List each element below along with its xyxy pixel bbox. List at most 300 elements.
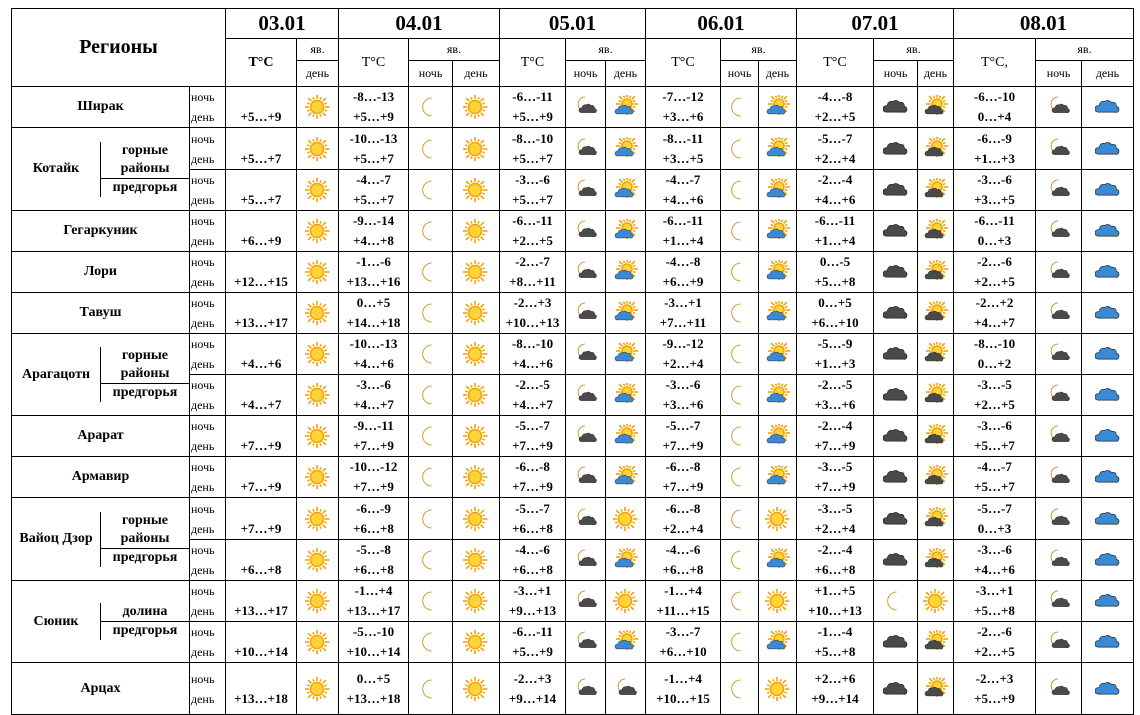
cloud-icon	[883, 465, 909, 489]
weather-night-cell	[1036, 622, 1082, 663]
sun-cloud-icon	[613, 630, 639, 654]
sun-icon	[463, 548, 489, 572]
weather-day-cell	[918, 87, 954, 128]
sun-cloud-icon	[765, 95, 791, 119]
temp-header: T°C	[226, 39, 297, 87]
moon-cloud-icon	[613, 677, 639, 701]
temperature-cell: -7…-12 +3…+6	[646, 87, 721, 128]
temperature-cell: +4…+6	[226, 334, 297, 375]
sun-cloud-icon	[923, 137, 949, 161]
date-header: 07.01	[797, 9, 954, 39]
sun-icon	[305, 342, 331, 366]
temperature-cell: -6…-10 0…+4	[954, 87, 1036, 128]
weather-day-cell	[453, 170, 500, 211]
sun-cloud-icon	[923, 301, 949, 325]
temperature-cell: -1…+4 +10…+15	[646, 663, 721, 715]
weather-day-cell	[453, 293, 500, 334]
weather-night-cell	[721, 252, 759, 293]
cloud-rain-icon	[1095, 95, 1121, 119]
sun-cloud-icon	[765, 630, 791, 654]
temperature-cell: -6…-9 +6…+8	[339, 498, 409, 540]
temperature-cell: -6…-11 0…+3	[954, 211, 1036, 252]
table-row	[12, 416, 1134, 457]
sun-cloud-icon	[613, 95, 639, 119]
cloud-icon	[883, 219, 909, 243]
time-of-day: ночь день	[190, 622, 226, 663]
temperature-cell: 0…-5 +5…+8	[797, 252, 874, 293]
temperature-cell: -10…-12 +7…+9	[339, 457, 409, 498]
weather-day-cell	[453, 457, 500, 498]
weather-day-cell	[606, 252, 646, 293]
temp-header: T°C	[339, 39, 409, 87]
day-header: день	[297, 61, 339, 87]
sun-icon	[463, 301, 489, 325]
weather-night-cell	[874, 375, 918, 416]
weather-night-cell	[874, 498, 918, 540]
temp-header: T°C	[646, 39, 721, 87]
temperature-cell: -3…-6 +5…+7	[954, 416, 1036, 457]
phen-header: яв.	[297, 39, 339, 61]
sun-icon	[463, 677, 489, 701]
weather-day-cell	[606, 457, 646, 498]
sun-icon	[463, 383, 489, 407]
weather-day-cell	[606, 170, 646, 211]
cloud-icon	[883, 260, 909, 284]
sun-cloud-icon	[613, 260, 639, 284]
table-row	[12, 498, 1134, 540]
moon-icon	[418, 630, 444, 654]
weather-night-cell	[566, 170, 606, 211]
weather-day-cell	[1082, 540, 1134, 581]
weather-night-cell	[1036, 457, 1082, 498]
date-header: 05.01	[500, 9, 646, 39]
cloud-rain-icon	[1095, 383, 1121, 407]
time-of-day: ночь день	[190, 128, 226, 170]
sun-icon	[463, 465, 489, 489]
region-name: Арцах	[12, 663, 190, 715]
moon-icon	[418, 677, 444, 701]
temperature-cell: -5…-7 +2…+4	[797, 128, 874, 170]
temperature-cell: -8…-13 +5…+9	[339, 87, 409, 128]
temperature-cell: -6…-11 +5…+9	[500, 622, 566, 663]
weather-night-cell	[874, 457, 918, 498]
temperature-cell: -9…-12 +2…+4	[646, 334, 721, 375]
moon-cloud-icon	[573, 342, 599, 366]
sun-cloud-icon	[613, 342, 639, 366]
weather-night-cell	[721, 375, 759, 416]
moon-icon	[727, 677, 753, 701]
weather-day-cell	[297, 87, 339, 128]
temperature-cell: -6…-8 +7…+9	[646, 457, 721, 498]
weather-day-cell	[453, 252, 500, 293]
weather-day-cell	[918, 252, 954, 293]
sun-icon	[305, 630, 331, 654]
weather-day-cell	[918, 211, 954, 252]
weather-day-cell	[759, 581, 797, 622]
temperature-cell: -2…-7 +8…+11	[500, 252, 566, 293]
weather-day-cell	[1082, 416, 1134, 457]
weather-night-cell	[566, 293, 606, 334]
sun-icon	[305, 465, 331, 489]
sun-cloud-icon	[923, 342, 949, 366]
weather-day-cell	[759, 128, 797, 170]
weather-day-cell	[606, 498, 646, 540]
cloud-rain-icon	[1095, 178, 1121, 202]
moon-icon	[727, 465, 753, 489]
table-row	[12, 128, 1134, 170]
weather-night-cell	[1036, 581, 1082, 622]
sun-cloud-icon	[765, 342, 791, 366]
date-header: 03.01	[226, 9, 339, 39]
weather-night-cell	[1036, 334, 1082, 375]
sun-icon	[463, 507, 489, 531]
weather-day-cell	[1082, 581, 1134, 622]
cloud-rain-icon	[1095, 548, 1121, 572]
weather-day-cell	[453, 128, 500, 170]
date-header: 04.01	[339, 9, 500, 39]
sun-cloud-icon	[923, 507, 949, 531]
time-of-day: ночь день	[190, 540, 226, 581]
weather-night-cell	[566, 663, 606, 715]
temperature-cell: +5…+7	[226, 170, 297, 211]
sun-icon	[463, 589, 489, 613]
temperature-cell: -2…+3 +10…+13	[500, 293, 566, 334]
sun-icon	[765, 507, 791, 531]
moon-cloud-icon	[1046, 301, 1072, 325]
moon-cloud-icon	[573, 219, 599, 243]
sun-icon	[463, 137, 489, 161]
temperature-cell: -3…-6 +4…+7	[339, 375, 409, 416]
phen-header: яв.	[409, 39, 500, 61]
moon-icon	[418, 548, 444, 572]
sun-icon	[463, 260, 489, 284]
night-header: ночь	[721, 61, 759, 87]
weather-night-cell	[721, 416, 759, 457]
moon-cloud-icon	[573, 465, 599, 489]
cloud-rain-icon	[1095, 465, 1121, 489]
day-header: день	[918, 61, 954, 87]
temperature-cell: -3…-6 +3…+5	[954, 170, 1036, 211]
weather-night-cell	[409, 252, 453, 293]
temperature-cell: -5…-9 +1…+3	[797, 334, 874, 375]
temperature-cell: -6…-8 +7…+9	[500, 457, 566, 498]
region-group	[12, 128, 190, 211]
weather-night-cell	[1036, 375, 1082, 416]
sun-cloud-icon	[765, 178, 791, 202]
temperature-cell: -8…-10 0…+2	[954, 334, 1036, 375]
sun-icon	[305, 548, 331, 572]
cloud-rain-icon	[1095, 424, 1121, 448]
time-of-day: ночь день	[190, 498, 226, 540]
region-name: Армавир	[12, 457, 190, 498]
weather-day-cell	[918, 375, 954, 416]
temperature-cell: -5…-8 +6…+8	[339, 540, 409, 581]
sun-icon	[305, 137, 331, 161]
night-header: ночь	[874, 61, 918, 87]
subregion-name: предгорья	[112, 623, 178, 638]
weather-day-cell	[1082, 252, 1134, 293]
subregion-name: предгорья	[112, 385, 178, 400]
weather-day-cell	[1082, 334, 1134, 375]
weather-day-cell	[759, 170, 797, 211]
weather-night-cell	[874, 663, 918, 715]
weather-day-cell	[918, 498, 954, 540]
weather-night-cell	[874, 170, 918, 211]
night-header: ночь	[409, 61, 453, 87]
regions-header: Регионы	[12, 9, 226, 87]
moon-cloud-icon	[1046, 589, 1072, 613]
sun-cloud-icon	[765, 424, 791, 448]
temperature-cell: +1…+5 +10…+13	[797, 581, 874, 622]
weather-day-cell	[1082, 457, 1134, 498]
weather-night-cell	[721, 170, 759, 211]
sun-cloud-icon	[923, 219, 949, 243]
time-of-day: ночь день	[190, 663, 226, 715]
moon-cloud-icon	[1046, 260, 1072, 284]
weather-day-cell	[606, 416, 646, 457]
temperature-cell: -6…-9 +1…+3	[954, 128, 1036, 170]
temperature-cell: +13…+17	[226, 581, 297, 622]
weather-night-cell	[409, 581, 453, 622]
temperature-cell: 0…+5 +14…+18	[339, 293, 409, 334]
sun-icon	[613, 589, 639, 613]
weather-night-cell	[1036, 211, 1082, 252]
temperature-cell: -2…-5 +3…+6	[797, 375, 874, 416]
temperature-cell: -9…-11 +7…+9	[339, 416, 409, 457]
sun-cloud-icon	[765, 219, 791, 243]
weather-day-cell	[1082, 128, 1134, 170]
region-group	[12, 498, 190, 581]
temperature-cell: -1…+4 +11…+15	[646, 581, 721, 622]
weather-day-cell	[759, 540, 797, 581]
temperature-cell: -2…-5 +4…+7	[500, 375, 566, 416]
weather-day-cell	[918, 416, 954, 457]
temperature-cell: -2…-4 +4…+6	[797, 170, 874, 211]
moon-icon	[727, 630, 753, 654]
temperature-cell: -8…-10 +5…+7	[500, 128, 566, 170]
weather-night-cell	[409, 128, 453, 170]
temperature-cell: -3…+1 +9…+13	[500, 581, 566, 622]
sun-icon	[305, 589, 331, 613]
sun-icon	[463, 342, 489, 366]
sun-icon	[923, 589, 949, 613]
sun-icon	[765, 589, 791, 613]
cloud-icon	[883, 548, 909, 572]
temperature-cell: 0…+5 +13…+18	[339, 663, 409, 715]
temperature-cell: -6…-11 +5…+9	[500, 87, 566, 128]
weather-night-cell	[409, 87, 453, 128]
temperature-cell: -2…+3 +5…+9	[954, 663, 1036, 715]
weather-day-cell	[453, 334, 500, 375]
temperature-cell: +7…+9	[226, 457, 297, 498]
weather-night-cell	[874, 87, 918, 128]
sun-cloud-icon	[923, 383, 949, 407]
time-of-day: ночь день	[190, 170, 226, 211]
temperature-cell: -5…-7 +7…+9	[646, 416, 721, 457]
temperature-cell: -3…-7 +6…+10	[646, 622, 721, 663]
sun-icon	[463, 95, 489, 119]
moon-icon	[727, 589, 753, 613]
temperature-cell: -5…-7 +7…+9	[500, 416, 566, 457]
moon-icon	[727, 548, 753, 572]
cloud-rain-icon	[1095, 589, 1121, 613]
cloud-icon	[883, 383, 909, 407]
temperature-cell: -3…-5 +7…+9	[797, 457, 874, 498]
weather-day-cell	[759, 87, 797, 128]
temperature-cell: -8…-10 +4…+6	[500, 334, 566, 375]
sun-icon	[305, 424, 331, 448]
region-name: Вайоц Дзор	[12, 512, 101, 567]
sun-cloud-icon	[923, 178, 949, 202]
night-header: ночь	[1036, 61, 1082, 87]
weather-night-cell	[721, 293, 759, 334]
weather-night-cell	[721, 457, 759, 498]
time-of-day: ночь день	[190, 252, 226, 293]
weather-day-cell	[1082, 375, 1134, 416]
moon-cloud-icon	[573, 507, 599, 531]
sun-icon	[305, 178, 331, 202]
moon-cloud-icon	[1046, 677, 1072, 701]
region-name: Ширак	[12, 87, 190, 128]
temperature-cell: -3…-5 +2…+5	[954, 375, 1036, 416]
weather-day-cell	[453, 663, 500, 715]
weather-day-cell	[453, 375, 500, 416]
cloud-rain-icon	[1095, 219, 1121, 243]
moon-cloud-icon	[1046, 178, 1072, 202]
table-row	[12, 87, 1134, 128]
weather-day-cell	[606, 581, 646, 622]
weather-night-cell	[409, 375, 453, 416]
weather-day-cell	[918, 170, 954, 211]
temperature-cell: +13…+18	[226, 663, 297, 715]
moon-icon	[418, 219, 444, 243]
weather-night-cell	[566, 457, 606, 498]
temperature-cell: +13…+17	[226, 293, 297, 334]
cloud-icon	[883, 301, 909, 325]
moon-icon	[418, 178, 444, 202]
weather-night-cell	[721, 128, 759, 170]
moon-cloud-icon	[573, 260, 599, 284]
temperature-cell: +6…+9	[226, 211, 297, 252]
sun-icon	[305, 301, 331, 325]
weather-day-cell	[606, 622, 646, 663]
weather-day-cell	[759, 622, 797, 663]
moon-cloud-icon	[573, 301, 599, 325]
region-name: Тавуш	[12, 293, 190, 334]
weather-night-cell	[721, 581, 759, 622]
weather-night-cell	[1036, 87, 1082, 128]
temp-header: T°C,	[954, 39, 1036, 87]
weather-day-cell	[297, 457, 339, 498]
weather-day-cell	[606, 211, 646, 252]
weather-day-cell	[759, 498, 797, 540]
forecast-table	[11, 8, 1134, 715]
weather-day-cell	[297, 498, 339, 540]
weather-day-cell	[1082, 211, 1134, 252]
sun-cloud-icon	[613, 548, 639, 572]
time-of-day: ночь день	[190, 581, 226, 622]
forecast-table-wrapper	[11, 8, 1134, 715]
day-header: день	[1082, 61, 1134, 87]
sun-icon	[305, 383, 331, 407]
moon-icon	[727, 342, 753, 366]
weather-night-cell	[566, 498, 606, 540]
weather-day-cell	[918, 663, 954, 715]
weather-night-cell	[409, 540, 453, 581]
day-header: день	[759, 61, 797, 87]
sun-cloud-icon	[765, 548, 791, 572]
weather-day-cell	[759, 663, 797, 715]
cloud-rain-icon	[1095, 630, 1121, 654]
weather-night-cell	[721, 663, 759, 715]
cloud-rain-icon	[1095, 301, 1121, 325]
temperature-cell: -2…+2 +4…+7	[954, 293, 1036, 334]
moon-icon	[883, 589, 909, 613]
weather-night-cell	[721, 540, 759, 581]
moon-icon	[727, 219, 753, 243]
weather-day-cell	[297, 622, 339, 663]
weather-day-cell	[297, 334, 339, 375]
weather-night-cell	[409, 170, 453, 211]
weather-day-cell	[297, 375, 339, 416]
subregion-name: предгорья	[112, 179, 178, 195]
sun-cloud-icon	[923, 424, 949, 448]
sun-cloud-icon	[765, 260, 791, 284]
moon-icon	[418, 260, 444, 284]
moon-cloud-icon	[573, 383, 599, 407]
cloud-rain-icon	[1095, 137, 1121, 161]
region-name: Сюник	[12, 603, 101, 640]
weather-night-cell	[1036, 498, 1082, 540]
weather-day-cell	[1082, 170, 1134, 211]
moon-cloud-icon	[1046, 548, 1072, 572]
temperature-cell: +6…+8	[226, 540, 297, 581]
cloud-rain-icon	[1095, 677, 1121, 701]
subregion-name: горные районы	[101, 142, 189, 179]
temperature-cell: -3…+1 +7…+11	[646, 293, 721, 334]
weather-night-cell	[566, 375, 606, 416]
weather-day-cell	[297, 416, 339, 457]
moon-cloud-icon	[573, 137, 599, 161]
weather-night-cell	[874, 293, 918, 334]
day-header: день	[606, 61, 646, 87]
weather-day-cell	[1082, 663, 1134, 715]
weather-night-cell	[874, 540, 918, 581]
weather-day-cell	[453, 540, 500, 581]
temperature-cell: +7…+9	[226, 416, 297, 457]
time-of-day: ночь день	[190, 211, 226, 252]
sun-cloud-icon	[765, 383, 791, 407]
moon-cloud-icon	[1046, 424, 1072, 448]
weather-day-cell	[297, 293, 339, 334]
weather-night-cell	[409, 457, 453, 498]
sun-icon	[463, 219, 489, 243]
sun-icon	[305, 677, 331, 701]
weather-day-cell	[606, 293, 646, 334]
weather-night-cell	[1036, 170, 1082, 211]
moon-cloud-icon	[573, 178, 599, 202]
temperature-cell: +5…+9	[226, 87, 297, 128]
moon-cloud-icon	[1046, 219, 1072, 243]
sun-cloud-icon	[923, 95, 949, 119]
date-header: 06.01	[646, 9, 797, 39]
moon-icon	[418, 95, 444, 119]
weather-day-cell	[759, 334, 797, 375]
temperature-cell: -2…-6 +2…+5	[954, 252, 1036, 293]
temperature-cell: -10…-13 +5…+7	[339, 128, 409, 170]
weather-night-cell	[409, 498, 453, 540]
moon-cloud-icon	[1046, 137, 1072, 161]
